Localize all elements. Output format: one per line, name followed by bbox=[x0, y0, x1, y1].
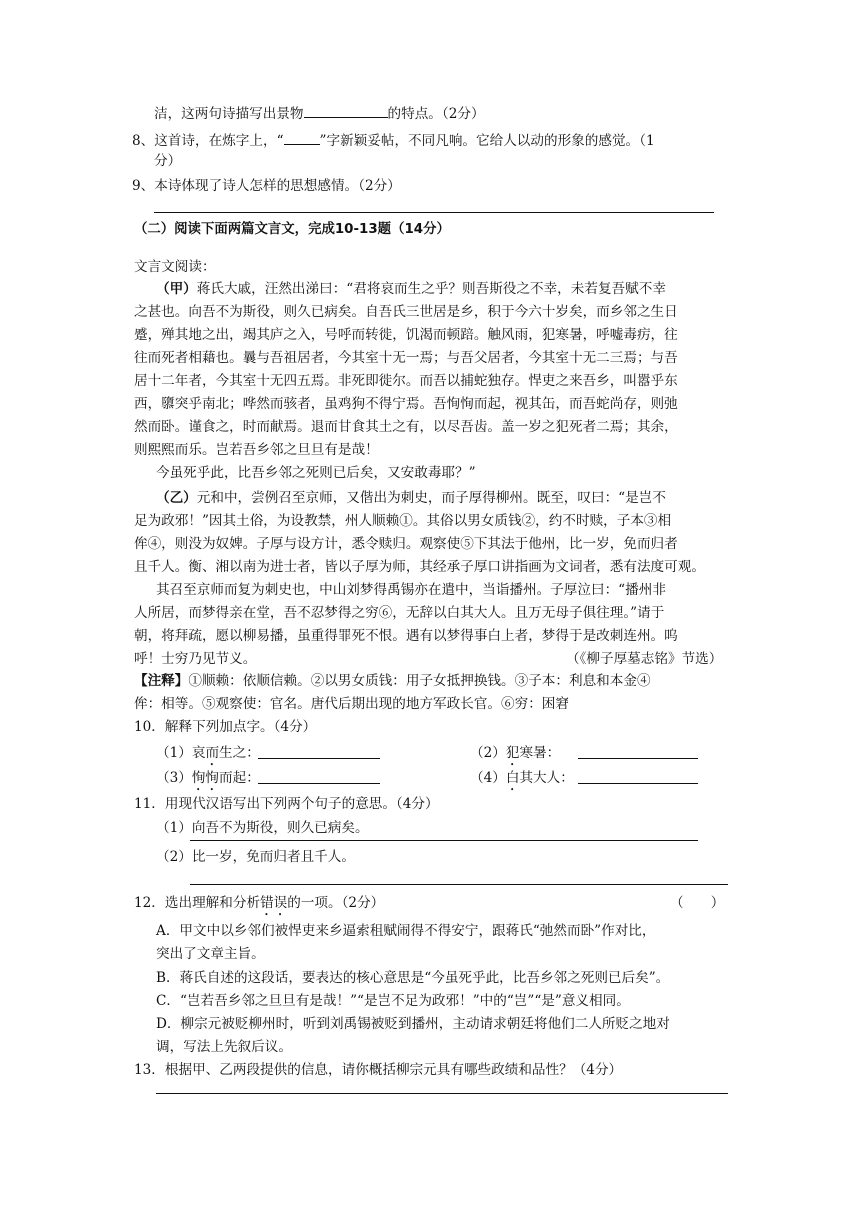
q12-option: C．“岂若吾乡邻之旦旦有是哉！”“是岂不足为政邪！”中的“岂”“是”意义相同。 bbox=[156, 993, 630, 1009]
q12-option: 突出了文章主旨。 bbox=[156, 946, 265, 962]
q11-item: （1）向吾不为斯役，则久已病矣。 bbox=[156, 820, 369, 836]
passage-yi-line: 侔④，则没为奴婢。子厚与设方计，悉令赎归。观察使⑤下其法于他州，比一岁，免而归者 bbox=[134, 536, 678, 552]
answer-blank[interactable] bbox=[284, 131, 320, 145]
passage-yi-line: 呼！士穷乃见节义。 bbox=[134, 651, 257, 667]
passage-jia-line: 往而死者相藉也。曩与吾祖居者，今其室十无一焉；与吾父居者，今其室十无二三焉；与吾 bbox=[134, 350, 678, 366]
q10-item: （3）恂恂而起： bbox=[156, 770, 260, 786]
question-8-cont: 分） bbox=[154, 153, 182, 169]
passage-jia-line: 蹙，殚其地之出，竭其庐之入，号呼而转徙，饥渴而顿踣。触风雨，犯寒暑，呼嘘毒疠，往 bbox=[134, 327, 678, 343]
q10-item: （2）犯寒暑： bbox=[470, 745, 561, 761]
passage-yi-line: 其召至京师而复为刺史也，中山刘梦得禹锡亦在遣中，当诣播州。子厚泣曰：“播州非 bbox=[156, 582, 666, 598]
answer-parentheses[interactable]: （ ） bbox=[670, 895, 725, 911]
answer-line[interactable] bbox=[154, 212, 714, 213]
answer-line[interactable] bbox=[258, 758, 380, 759]
q10-item: （4）白其大人： bbox=[470, 770, 574, 786]
question-11: 11．用现代汉语写出下列两个句子的意思。（4分） bbox=[134, 796, 439, 812]
passage-jia-line: 居十二年者，今其室十无四五焉。非死即徙尔。而吾以捕蛇独存。悍吏之来吾乡，叫嚣乎东 bbox=[134, 373, 678, 389]
answer-line[interactable] bbox=[578, 783, 698, 784]
passage-jia-line: 西，隳突乎南北；哗然而骇者，虽鸡狗不得宁焉。吾恂恂而起，视其缶，而吾蛇尚存，则弛 bbox=[134, 396, 678, 412]
q12-option: 调，写法上先叙后议。 bbox=[156, 1039, 292, 1055]
passage-yi-marker: （乙） bbox=[156, 490, 197, 506]
section-heading: （二）阅读下面两篇文言文，完成10-13题（14分） bbox=[134, 222, 450, 237]
passage-yi-line: 且千人。衡、湘以南为进士者，皆以子厚为师，其经承子厚口讲指画为文词者，悉有法度可观。 bbox=[134, 559, 705, 575]
notes-label: 【注释】 bbox=[134, 673, 189, 689]
q10-item: （1）哀而生之： bbox=[156, 745, 260, 761]
passage-jia-marker: （甲） bbox=[156, 281, 197, 297]
answer-line[interactable] bbox=[578, 758, 698, 759]
q12-option: D．柳宗元被贬柳州时，听到刘禹锡被贬到播州，主动请求朝廷将他们二人所贬之地对 bbox=[156, 1016, 670, 1032]
passage-jia-line: 则熙熙而乐。岂若吾乡邻之旦旦有是哉！ bbox=[134, 442, 379, 458]
passage-jia-line: （甲）蒋氏大戚，汪然出涕曰：“君将哀而生之乎？则吾斯役之不幸，未若复吾赋不幸 bbox=[156, 281, 666, 297]
q12-option: B．蒋氏自述的这段话，要表达的核心意思是“今虽死乎此，比吾乡邻之死则已后矣”。 bbox=[156, 970, 670, 986]
passage-source: （《柳子厚墓志铭》节选） bbox=[566, 651, 723, 667]
answer-line[interactable] bbox=[190, 840, 698, 841]
passage-jia-line: 之甚也。向吾不为斯役，则久已病矣。自吾氏三世居是乡，积于今六十岁矣，而乡邻之生日 bbox=[134, 304, 678, 320]
question-10: 10．解释下列加点字。（4分） bbox=[134, 719, 317, 735]
answer-line[interactable] bbox=[258, 783, 380, 784]
passage-yi-line: 足为政邪！”因其土俗，为设教禁，州人顺赖①。其俗以男女质钱②，约不时赎，子本③相 bbox=[134, 513, 672, 529]
passage-yi-line: 人所居，而梦得亲在堂，吾不忍梦得之穷⑥，无辞以白其大人。且万无母子俱往理。”请于 bbox=[134, 605, 665, 621]
passage-jia-line: 今虽死乎此，比吾乡邻之死则已后矣，又安敢毒耶？” bbox=[156, 465, 476, 481]
passage-jia-line: 然而卧。谨食之，时而献焉。退而甘食其土之有，以尽吾齿。盖一岁之犯死者二焉；其余， bbox=[134, 419, 678, 435]
notes-line: 【注释】①顺赖：依顺信赖。②以男女质钱：用子女抵押换钱。③子本：利息和本金④ bbox=[134, 673, 651, 689]
question-13: 13．根据甲、乙两段提供的信息，请你概括柳宗元具有哪些政绩和品性？（4分） bbox=[134, 1062, 623, 1078]
question-9: 9、本诗体现了诗人怎样的思想感情。（2分） bbox=[132, 178, 401, 194]
notes-line: 侔：相等。⑤观察使：官名。唐代后期出现的地方军政长官。⑥穷：困窘 bbox=[134, 696, 569, 712]
passage-yi-line: （乙）元和中，尝例召至京师，又偕出为刺史，而子厚得柳州。既至，叹曰：“是岂不 bbox=[156, 490, 666, 506]
q11-item: （2）比一岁，免而归者且千人。 bbox=[156, 849, 355, 865]
q7-continuation: 洁，这两句诗描写出景物 的特点。（2分） bbox=[154, 106, 485, 122]
question-8: 8、这首诗，在炼字上，“ ”字新颖妥帖，不同凡响。它给人以动的形象的感觉。（1 bbox=[132, 133, 655, 149]
answer-blank[interactable] bbox=[304, 104, 388, 118]
answer-line[interactable] bbox=[156, 1093, 728, 1094]
passage-yi-line: 朝，将拜疏，愿以柳易播，虽重得罪死不恨。遇有以梦得事白上者，梦得于是改刺连州。呜 bbox=[134, 628, 678, 644]
reading-label: 文言文阅读： bbox=[134, 259, 216, 275]
question-12: 12．选出理解和分析错误的一项。（2分） bbox=[134, 895, 385, 911]
answer-line[interactable] bbox=[190, 884, 728, 885]
q12-option: A．甲文中以乡邻们被悍吏来乡逼索租赋闹得不得安宁，跟蒋氏“弛然而卧”作对比， bbox=[156, 923, 656, 939]
